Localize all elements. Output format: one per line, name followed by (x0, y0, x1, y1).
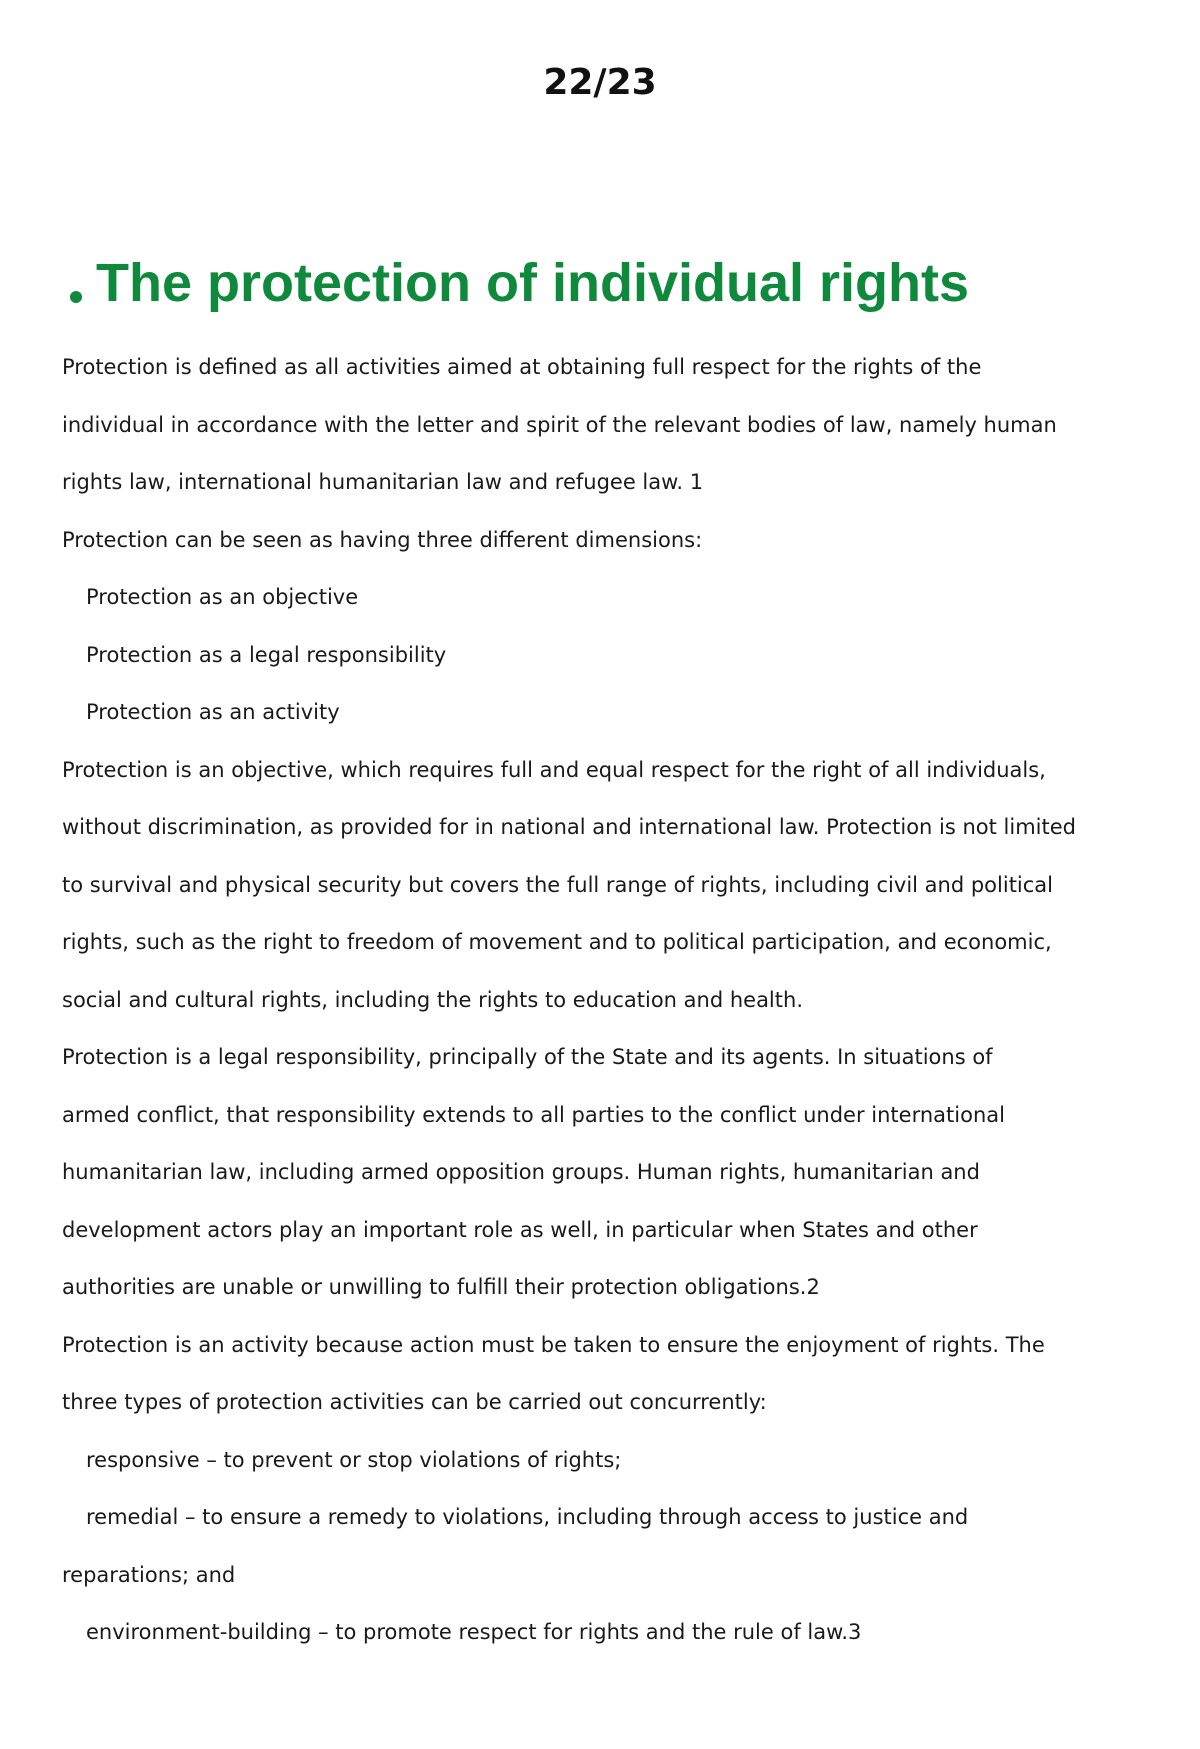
section-heading-wrap (70, 248, 969, 318)
body-line: humanitarian law, including armed opposition groups. Human rights, humanitarian and (62, 1160, 980, 1184)
body-line: development actors play an important role as well, in particular when States and other (62, 1217, 978, 1242)
body-line: rights, such as the right to freedom of movement and to political participation, and economic, (62, 930, 1052, 954)
body-line: Protection can be seen as having three different dimensions: (62, 527, 703, 552)
section-heading: The protection of individual rights (96, 253, 969, 313)
body-line: Protection is defined as all activities aimed at obtaining full respect for the rights of the (62, 355, 982, 379)
body-line: to survival and physical security but covers the full range of rights, including civil and political (62, 872, 1054, 897)
body-line: social and cultural rights, including the rights to education and health. (62, 987, 803, 1012)
dimension-item: Protection as an activity (86, 700, 340, 724)
dimension-item: Protection as an objective (86, 585, 359, 609)
document-body (62, 339, 1082, 1662)
body-line: armed conflict, that responsibility extends to all parties to the conflict under international (62, 1102, 1005, 1127)
body-line: rights law, international humanitarian law and refugee law. 1 (62, 470, 704, 494)
dimension-item: Protection as a legal responsibility (86, 642, 447, 667)
body-line: without discrimination, as provided for in national and international law. Protection is not limited (62, 815, 1076, 839)
body-line: Protection is a legal responsibility, principally of the State and its agents. In situations of (62, 1045, 993, 1069)
body-line: individual in accordance with the letter and spirit of the relevant bodies of law, namely human (62, 412, 1057, 437)
body-line: reparations; and (62, 1562, 236, 1587)
body-line: Protection is an objective, which requires full and equal respect for the right of all individuals, (62, 757, 1046, 782)
body-line: Protection is an activity because action must be taken to ensure the enjoyment of rights. The (62, 1332, 1045, 1357)
activity-item: remedial – to ensure a remedy to violations, including through access to justice and (86, 1505, 969, 1529)
body-line: authorities are unable or unwilling to fulfill their protection obligations.2 (62, 1275, 820, 1299)
page-number: 22/23 (543, 62, 657, 103)
body-line: three types of protection activities can be carried out concurrently: (62, 1390, 767, 1414)
activity-item: responsive – to prevent or stop violations of rights; (86, 1447, 622, 1472)
activity-item: environment-building – to promote respect for rights and the rule of law.3 (86, 1620, 862, 1644)
heading-bullet-icon (70, 291, 82, 303)
